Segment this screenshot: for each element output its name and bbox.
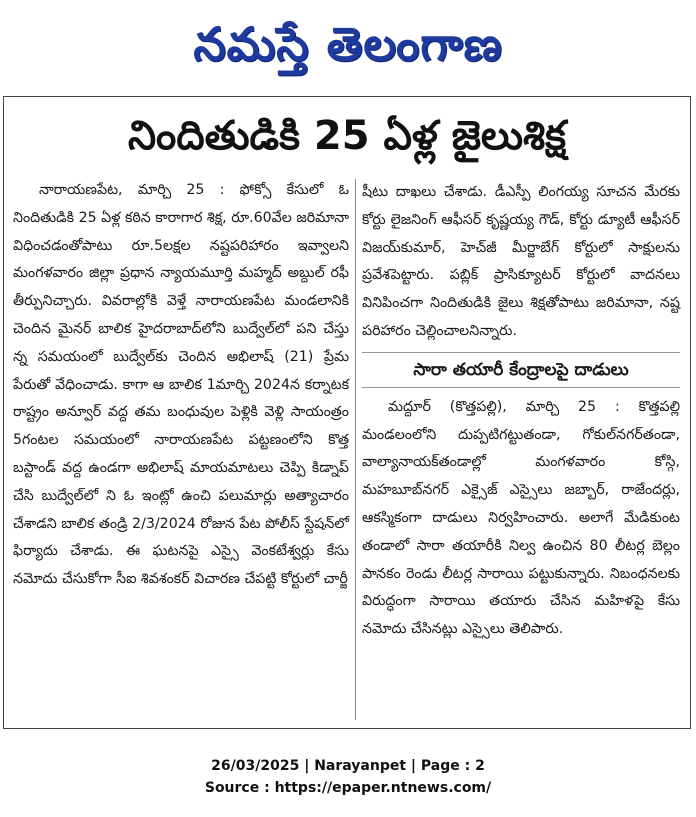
story1-paragraph-1: నారాయణపేట, మార్చి 25 : ఫోక్సో కేసులో ఓ నిందితుడికి 25 ఏళ్ల కఠిన కారాగార శిక్ష, రూ.60వేల జరిమానా విధించడంతోపాటు రూ.5లక్షల నష్టపరిహారం ఇవ్వాలని మంగళవారం జిల్లా ప్రధాన న్యాయమూర్తి మహ్మద్ అబ్దుల్ రఫీ తీర్పునిచ్చారు. వివరాల్లోకి వెళ్తే నారాయణపేట మండలానికి చెందిన మైనర్ బాలిక హైదరాబాద్‌లోని బుద్వేల్‌లో పని చేస్తు న్న సమయంలో బుద్వేల్‌కు చెందిన అభిలాష్ (21) ప్రేమ పేరుతో వేధించాడు. కాగా ఆ బాలిక 1మార్చి 2024న కర్నాటక రాష్ట్రం అన్వూర్ వద్ద తమ బంధువుల పెళ్లికి వెళ్లి సాయంత్రం 5గంటల సమయంలో నారాయణపేట పట్టణంలోని కొత్త బస్టాండ్ వద్ద ఉండగా అభిలాష్ మాయమాటలు చెప్పి కిడ్నాప్ చేసి బుద్వేల్‌లో ని ఓ ఇంట్లో ఉంచి పలుమార్లు అత్యాచారం చేశాడని బాలిక తండ్రి 2/3/2024 రోజున పేట పోలీస్ స్టేషన్‌లో ఫిర్యాదు చేశాడు. ఈ ఘటనపై ఎస్సై వెంకటేశ్వర్లు కేసు నమోదు చేసుకోగా సీఐ శివశంకర్ విచారణ చేపట్టి కోర్టులో చార్జీ [13, 182, 349, 588]
article-subheadline: సారా తయారీ కేంద్రాలపై దాడులు [362, 352, 680, 388]
column-divider [355, 179, 356, 720]
article-headline: నిందితుడికి 25 ఏళ్ల జైలుశిక్ష [127, 113, 567, 159]
masthead-title: నమస్తే తెలంగాణ [193, 17, 503, 71]
news-clipping [3, 96, 691, 729]
source-line: Source : https://epaper.ntnews.com/ [204, 780, 492, 796]
article-column-right [362, 179, 680, 644]
newspaper-masthead [0, 6, 696, 82]
story2-paragraph-1: మద్దూర్ (కొత్తపల్లి), మార్చి 25 : కొత్తపల్లి మండలంలోని దుప్పటిగట్టుతండా, గోకుల్‌నగర్‌తండా, వాల్యానాయక్‌తండాల్లో మంగళవారం కోస్గి, మహబూబ్‌నగర్ ఎక్సైజ్ ఎస్సైలు జబ్బార్, రాజేందర్లు, ఆకస్మికంగా దాడులు నిర్వహించారు. అలాగే మేడికుంట తండాలో సారా తయారీకి నిల్వ ఉంచిన 80 లీటర్ల బెల్లం పానకం రెండు లీటర్ల సారాయి పట్టుకున్నారు. నిబంధనలకు విరుద్ధంగా సారాయి తయారు చేసిన మహిళపై కేసు నమోదు చేసినట్లు ఎస్సైలు తెలిపారు. [362, 398, 680, 638]
publication-meta: 26/03/2025 | Narayanpet | Page : 2 [211, 758, 485, 774]
story1-paragraph-2: షీటు దాఖలు చేశాడు. డీఎస్పీ లింగయ్య సూచన మేరకు కోర్టు లైజనింగ్ ఆఫీసర్ కృష్ణయ్య గౌడ్, కోర్టు డ్యూటీ ఆఫీసర్ విజయ్‌కుమార్, హెచ్‌జీ మీర్జాబేగ్ కోర్టులో సాక్షులను ప్రవేశపెట్టారు. పబ్లిక్ ప్రాసిక్యూటర్ కోర్టులో వాదనలు వినిపించగా నిందితుడికి జైలు శిక్షతోపాటు జరిమానా, నష్ట పరిహారం చెల్లించాలనిన్నారు. [362, 184, 680, 339]
article-column-left [13, 177, 349, 594]
